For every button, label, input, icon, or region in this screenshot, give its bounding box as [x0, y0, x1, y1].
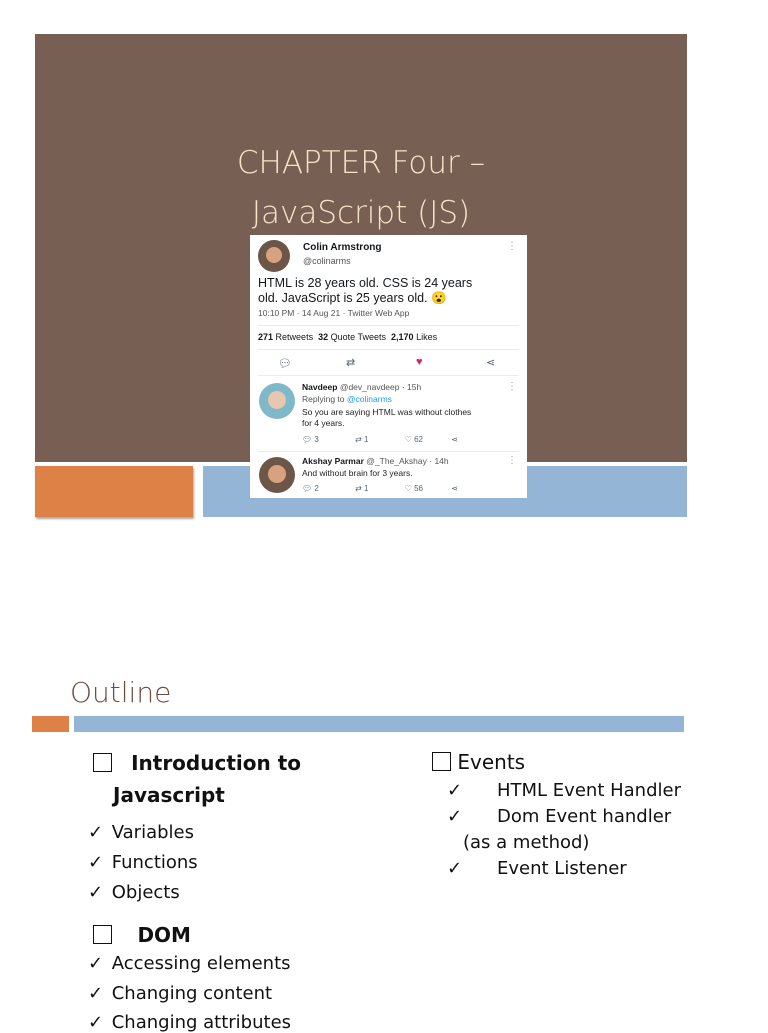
retweet-icon[interactable]: ⇄ — [355, 435, 362, 444]
list-item-continuation: (as a method) — [463, 832, 590, 853]
more-icon: ⋮ — [507, 241, 517, 252]
retweet-icon[interactable]: ⇄ — [355, 484, 362, 493]
divider — [258, 375, 519, 376]
like-icon[interactable]: ♡ — [404, 435, 412, 444]
share-icon[interactable]: ⋖ — [486, 357, 496, 369]
check-icon: ✓ — [88, 852, 104, 873]
reply-actions: 💬︎ 3 ⇄ 1 ♡ 62 ⋖ — [302, 435, 458, 444]
retweet-icon[interactable]: ⇄ — [346, 357, 356, 369]
check-icon: ✓ — [88, 1012, 104, 1033]
check-icon: ✓ — [88, 983, 104, 1004]
slide1-accent-orange — [35, 466, 193, 517]
section-events: Events — [432, 746, 525, 778]
reply-text: And without brain for 3 years. — [302, 468, 413, 478]
check-icon: ✓ — [447, 806, 463, 827]
reply-text: So you are saying HTML was without clothes for 4 years. — [302, 407, 472, 428]
reply-author: Navdeep @dev_navdeep · 15h — [302, 382, 422, 392]
list-item: ✓ Accessing elements — [88, 953, 291, 974]
list-item: ✓ HTML Event Handler — [447, 780, 681, 801]
check-icon: ✓ — [447, 780, 463, 801]
avatar — [259, 457, 295, 493]
outline-title: Outline — [70, 676, 172, 709]
more-icon: ⋮ — [507, 381, 517, 392]
list-item: ✓ Changing attributes — [88, 1012, 292, 1033]
check-icon: ✓ — [88, 882, 104, 903]
section-dom: DOM — [93, 919, 191, 951]
reply-author: Akshay Parmar @_The_Akshay · 14h — [302, 456, 449, 466]
tweet-author-handle: @colinarms — [303, 256, 351, 266]
list-item: ✓ Changing content — [88, 983, 273, 1004]
outline-accent-orange — [32, 716, 69, 732]
checkbox-icon — [93, 925, 112, 944]
avatar — [259, 383, 295, 419]
checkbox-icon — [93, 753, 112, 772]
divider — [258, 451, 519, 452]
tweet-card — [250, 235, 527, 498]
check-icon: ✓ — [447, 858, 463, 879]
section-introduction: Introduction to Javascript — [93, 747, 301, 811]
check-icon: ✓ — [88, 822, 104, 843]
more-icon: ⋮ — [507, 455, 517, 466]
checkbox-icon — [432, 752, 451, 771]
share-icon[interactable]: ⋖ — [451, 435, 458, 444]
check-icon: ✓ — [88, 953, 104, 974]
divider — [258, 325, 519, 326]
reply-icon[interactable]: 💬︎ — [278, 358, 292, 370]
avatar — [258, 240, 290, 272]
reply-icon[interactable]: 💬︎ — [302, 484, 313, 493]
list-item: ✓ Dom Event handler — [447, 806, 672, 827]
outline-accent-blue — [74, 716, 684, 732]
list-item: ✓ Variables — [88, 822, 194, 843]
reply-actions: 💬︎ 2 ⇄ 1 ♡ 56 ⋖ — [302, 484, 458, 493]
tweet-stats: 271 Retweets 32 Quote Tweets 2,170 Likes — [258, 332, 438, 342]
reply-replying-to: Replying to @colinarms — [302, 394, 392, 404]
list-item: ✓ Functions — [88, 852, 198, 873]
share-icon[interactable]: ⋖ — [451, 484, 458, 493]
like-icon[interactable]: ♡ — [404, 484, 412, 493]
tweet-author-name: Colin Armstrong — [303, 242, 382, 253]
list-item: ✓ Event Listener — [447, 858, 627, 879]
like-icon[interactable]: ♥ — [416, 356, 423, 368]
reply-icon[interactable]: 💬︎ — [302, 435, 313, 444]
slide1-title: CHAPTER Four – JavaScript (JS) — [236, 145, 486, 231]
list-item: ✓ Objects — [88, 882, 180, 903]
divider — [258, 349, 519, 350]
tweet-meta: 10:10 PM · 14 Aug 21 · Twitter Web App — [258, 308, 410, 318]
tweet-text: HTML is 28 years old. CSS is 24 years old. JavaScript is 25 years old. 😮 — [258, 276, 473, 305]
